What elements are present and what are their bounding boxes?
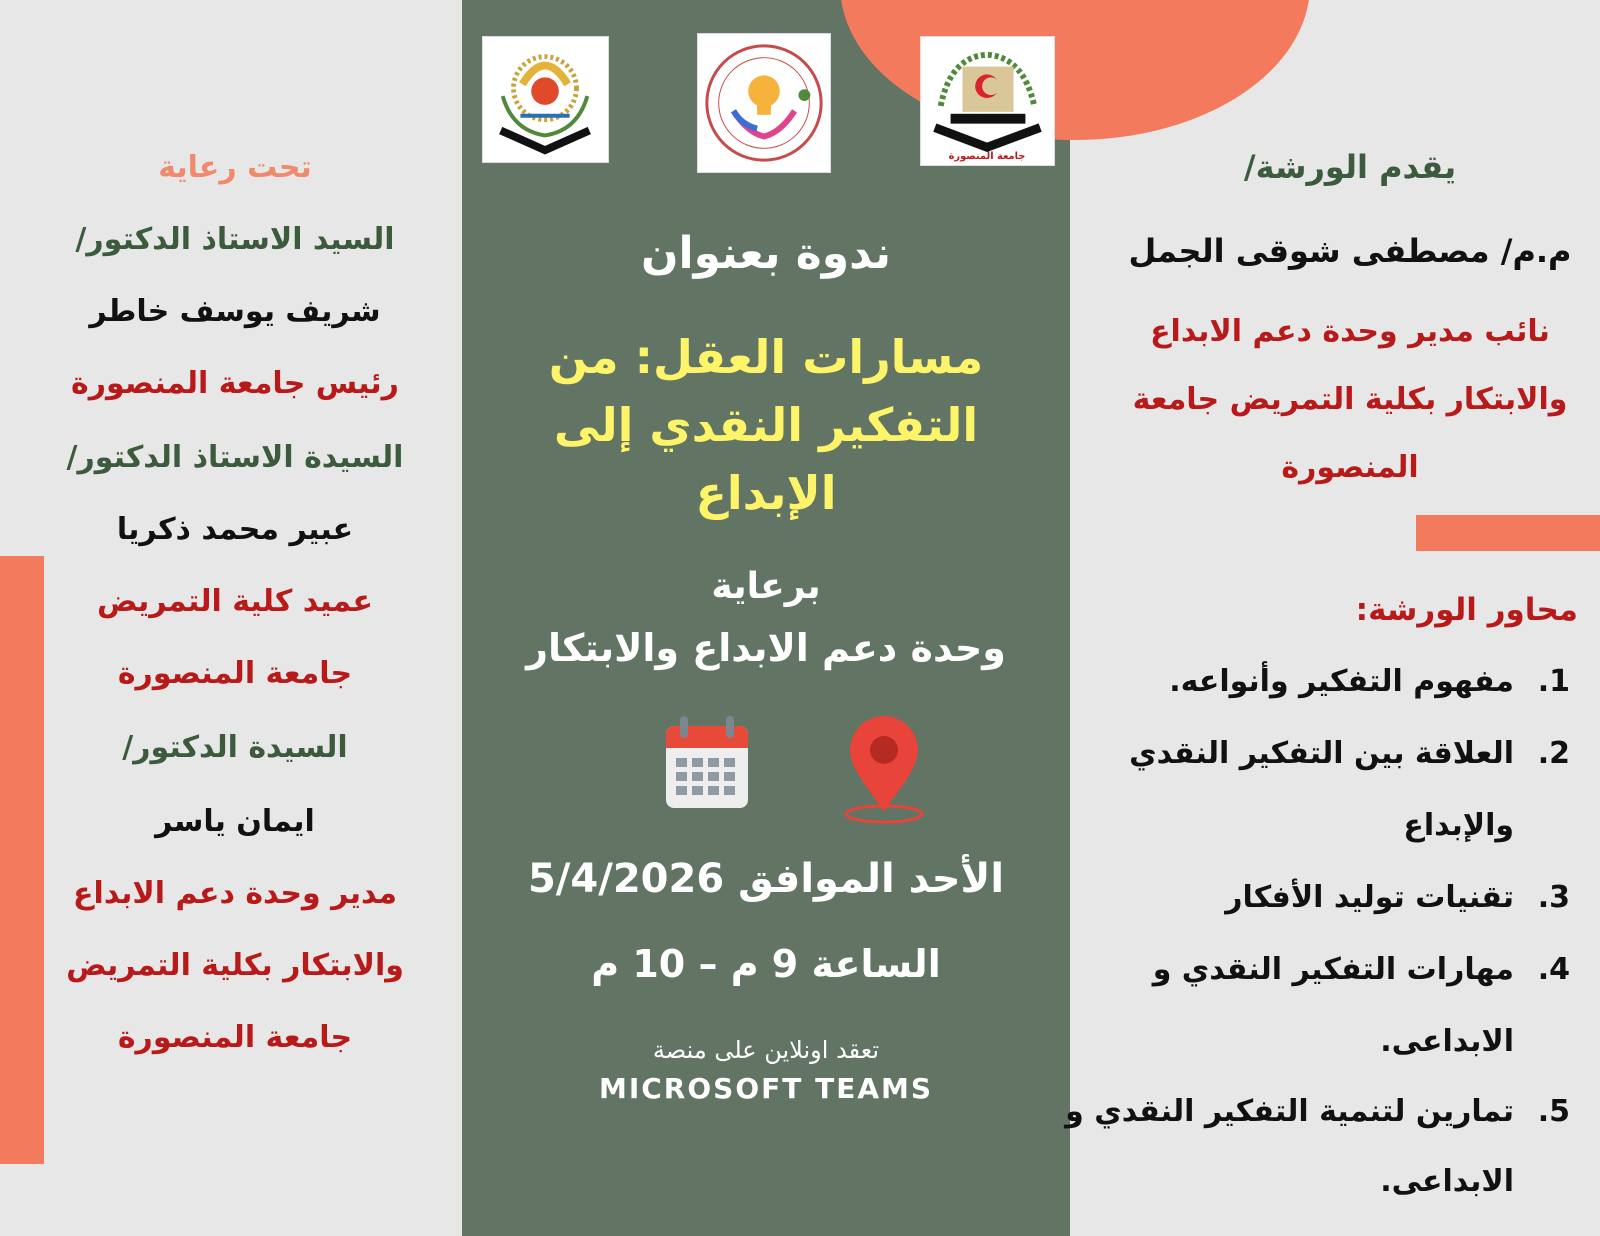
- topic-item-1: 1.مفهوم التفكير وأنواعه.: [1169, 664, 1570, 699]
- patron-name-2: عبير محمد ذكريا: [116, 512, 354, 547]
- decor-bar-left: [0, 556, 44, 1164]
- patron-role-3a: مدير وحدة دعم الابداع: [73, 876, 397, 911]
- time-line: الساعة 9 م – 10 م: [591, 942, 941, 986]
- creativity-unit-logo-icon: [698, 34, 830, 172]
- topic-item-3: 3.تقنيات توليد الأفكار: [1225, 880, 1570, 915]
- patron-title-3: السيدة الدكتور/: [122, 730, 348, 765]
- mansoura-university-logo-icon: [483, 37, 608, 162]
- patron-name-1: شريف يوسف خاطر: [89, 294, 381, 329]
- title-line-3: الإبداع: [695, 466, 837, 520]
- patron-title-2: السيدة الاستاذ الدكتور/: [66, 440, 404, 475]
- online-line: تعقد اونلاين على منصة: [652, 1036, 880, 1064]
- topic-item-4-cont: الابداعى.: [1380, 1024, 1514, 1059]
- topic-item-2-cont: والإبداع: [1403, 808, 1514, 843]
- nursing-faculty-logo: [920, 36, 1055, 166]
- topics-header: محاور الورشة:: [1355, 592, 1578, 628]
- patron-role-1: رئيس جامعة المنصورة: [71, 366, 399, 401]
- title-line-2: التفكير النقدي إلى: [553, 398, 979, 452]
- patronage-header: تحت رعاية: [158, 150, 312, 185]
- mansoura-university-logo: [482, 36, 609, 163]
- svg-text:جامعة المنصورة: جامعة المنصورة: [948, 151, 1026, 163]
- sponsor-name: وحدة دعم الابداع والابتكار: [526, 626, 1006, 670]
- decor-bar-right: [1416, 515, 1600, 551]
- platform-name: MICROSOFT TEAMS: [598, 1072, 934, 1105]
- presenter-header: يقدم الورشة/: [1243, 148, 1457, 186]
- nursing-faculty-logo-icon: [921, 37, 1054, 165]
- topic-item-4: 4.مهارات التفكير النقدي و: [1152, 952, 1570, 987]
- seminar-label: ندوة بعنوان: [640, 228, 892, 279]
- date-line: الأحد الموافق 5/4/2026: [527, 856, 1005, 902]
- presenter-name: م.م/ مصطفى شوقى الجمل: [1128, 232, 1572, 270]
- patron-role-2b: جامعة المنصورة: [117, 656, 353, 691]
- patron-role-3c: جامعة المنصورة: [117, 1020, 353, 1055]
- patron-name-3: ايمان ياسر: [155, 804, 315, 839]
- patron-role-3b: والابتكار بكلية التمريض: [66, 948, 404, 983]
- topic-item-5: 5.تمارين لتنمية التفكير النقدي و: [1065, 1094, 1570, 1129]
- patron-title-1: السيد الاستاذ الدكتور/: [75, 222, 395, 257]
- creativity-unit-logo: [697, 33, 831, 173]
- topic-item-5-cont: الابداعى.: [1380, 1164, 1514, 1199]
- location-pin-icon: [842, 714, 926, 826]
- presenter-role-3: المنصورة: [1281, 450, 1419, 485]
- patron-role-2a: عميد كلية التمريض: [97, 584, 373, 619]
- calendar-icon: [664, 716, 750, 810]
- sponsor-label: برعاية: [711, 566, 821, 607]
- decor-circle-right: [1070, 0, 1310, 140]
- presenter-role-2: والابتكار بكلية التمريض جامعة: [1132, 382, 1568, 417]
- topic-item-2: 2.العلاقة بين التفكير النقدي: [1129, 736, 1570, 771]
- presenter-role-1: نائب مدير وحدة دعم الابداع: [1150, 314, 1550, 349]
- title-line-1: مسارات العقل: من: [548, 330, 984, 384]
- decor-circle-right-wrap: [1070, 0, 1310, 140]
